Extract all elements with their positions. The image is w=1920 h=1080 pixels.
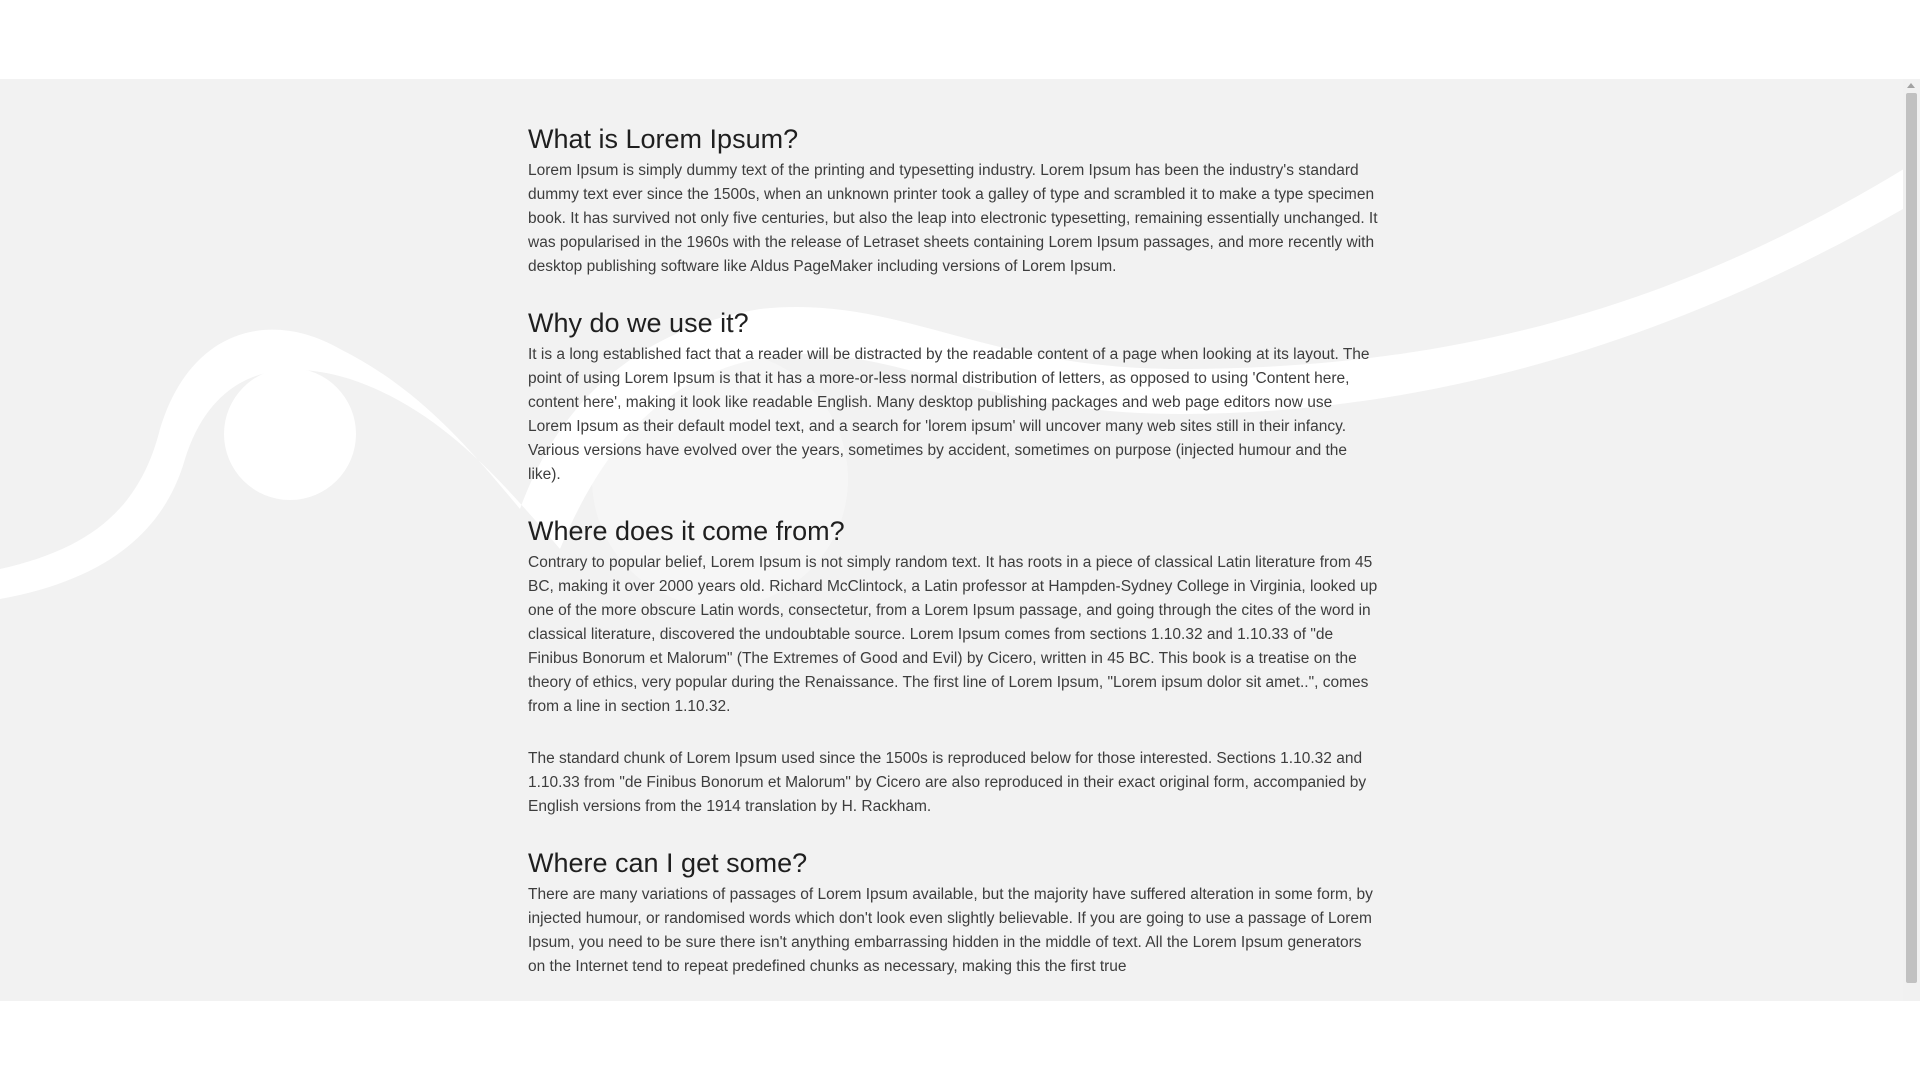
section-paragraph: There are many variations of passages of Lorem Ipsum available, but the majority have suffered alteration in some form, by injected humour, or randomised words which don't look even slightly believable. If you are going to use a passage of Lorem Ipsum, you need to be sure there isn't anything embarrassing hidden in the middle of text. All the Lorem Ipsum generators on the Internet tend to repeat predefined chunks as necessary, making this the first true	[528, 886, 1373, 975]
section-title-why-use: Why do we use it?	[528, 308, 749, 338]
scroll-thumb[interactable]	[1906, 93, 1917, 983]
section-paragraph: The standard chunk of Lorem Ipsum used since the 1500s is reproduced below for those interested. Sections 1.10.32 and 1.10.33 from "de Finibus Bonorum et Malorum" by Cicero are also reproduced in their exact original form, accompanied by English versions from the 1914 translation by H. Rackham.	[528, 750, 1367, 815]
background-circle-large	[224, 368, 356, 500]
section-title-where-get: Where can I get some?	[528, 848, 808, 878]
section-paragraph: Lorem Ipsum is simply dummy text of the printing and typesetting industry. Lorem Ipsum has been the industry's standard dummy text ever since the 1500s, when an unknown printer took a galley of type and scrambled it to make a type specimen book. It has survived not only five centuries, but also the leap into electronic typesetting, remaining essentially unchanged. It was popularised in the 1960s with the release of Letraset sheets containing Lorem Ipsum passages, and more recently with desktop publishing software like Aldus PageMaker including versions of Lorem Ipsum.	[528, 162, 1378, 275]
section-paragraph: It is a long established fact that a reader will be distracted by the readable content of a page when looking at its layout. The point of using Lorem Ipsum is that it has a more-or-less normal distribution of letters, as opposed to using 'Content here, content here', making it look like readable English. Many desktop publishing packages and web page editors now use Lorem Ipsum as their default model text, and a search for 'lorem ipsum' will uncover many web sites still in their infancy. Various versions have evolved over the years, sometimes by accident, sometimes on purpose (injected humour and the like).	[528, 346, 1370, 483]
vertical-scrollbar[interactable]	[1903, 79, 1920, 1001]
section-title-where-from: Where does it come from?	[528, 516, 845, 546]
article-content	[528, 123, 1380, 979]
bottom-blank-band	[0, 1001, 1920, 1080]
top-blank-band	[0, 0, 1920, 79]
section-paragraph: Contrary to popular belief, Lorem Ipsum is not simply random text. It has roots in a piece of classical Latin literature from 45 BC, making it over 2000 years old. Richard McClintock, a Latin professor at Hampden-Sydney College in Virginia, looked up one of the more obscure Latin words, consectetur, from a Lorem Ipsum passage, and going through the cites of the word in classical literature, discovered the undoubtable source. Lorem Ipsum comes from sections 1.10.32 and 1.10.33 of "de Finibus Bonorum et Malorum" (The Extremes of Good and Evil) by Cicero, written in 45 BC. This book is a treatise on the theory of ethics, very popular during the Renaissance. The first line of Lorem Ipsum, "Lorem ipsum dolor sit amet..", comes from a line in section 1.10.32.	[528, 554, 1378, 715]
section-title-what-is: What is Lorem Ipsum?	[528, 124, 799, 154]
scroll-up-arrow-icon[interactable]	[1907, 83, 1915, 88]
page-viewport[interactable]	[0, 79, 1920, 1001]
